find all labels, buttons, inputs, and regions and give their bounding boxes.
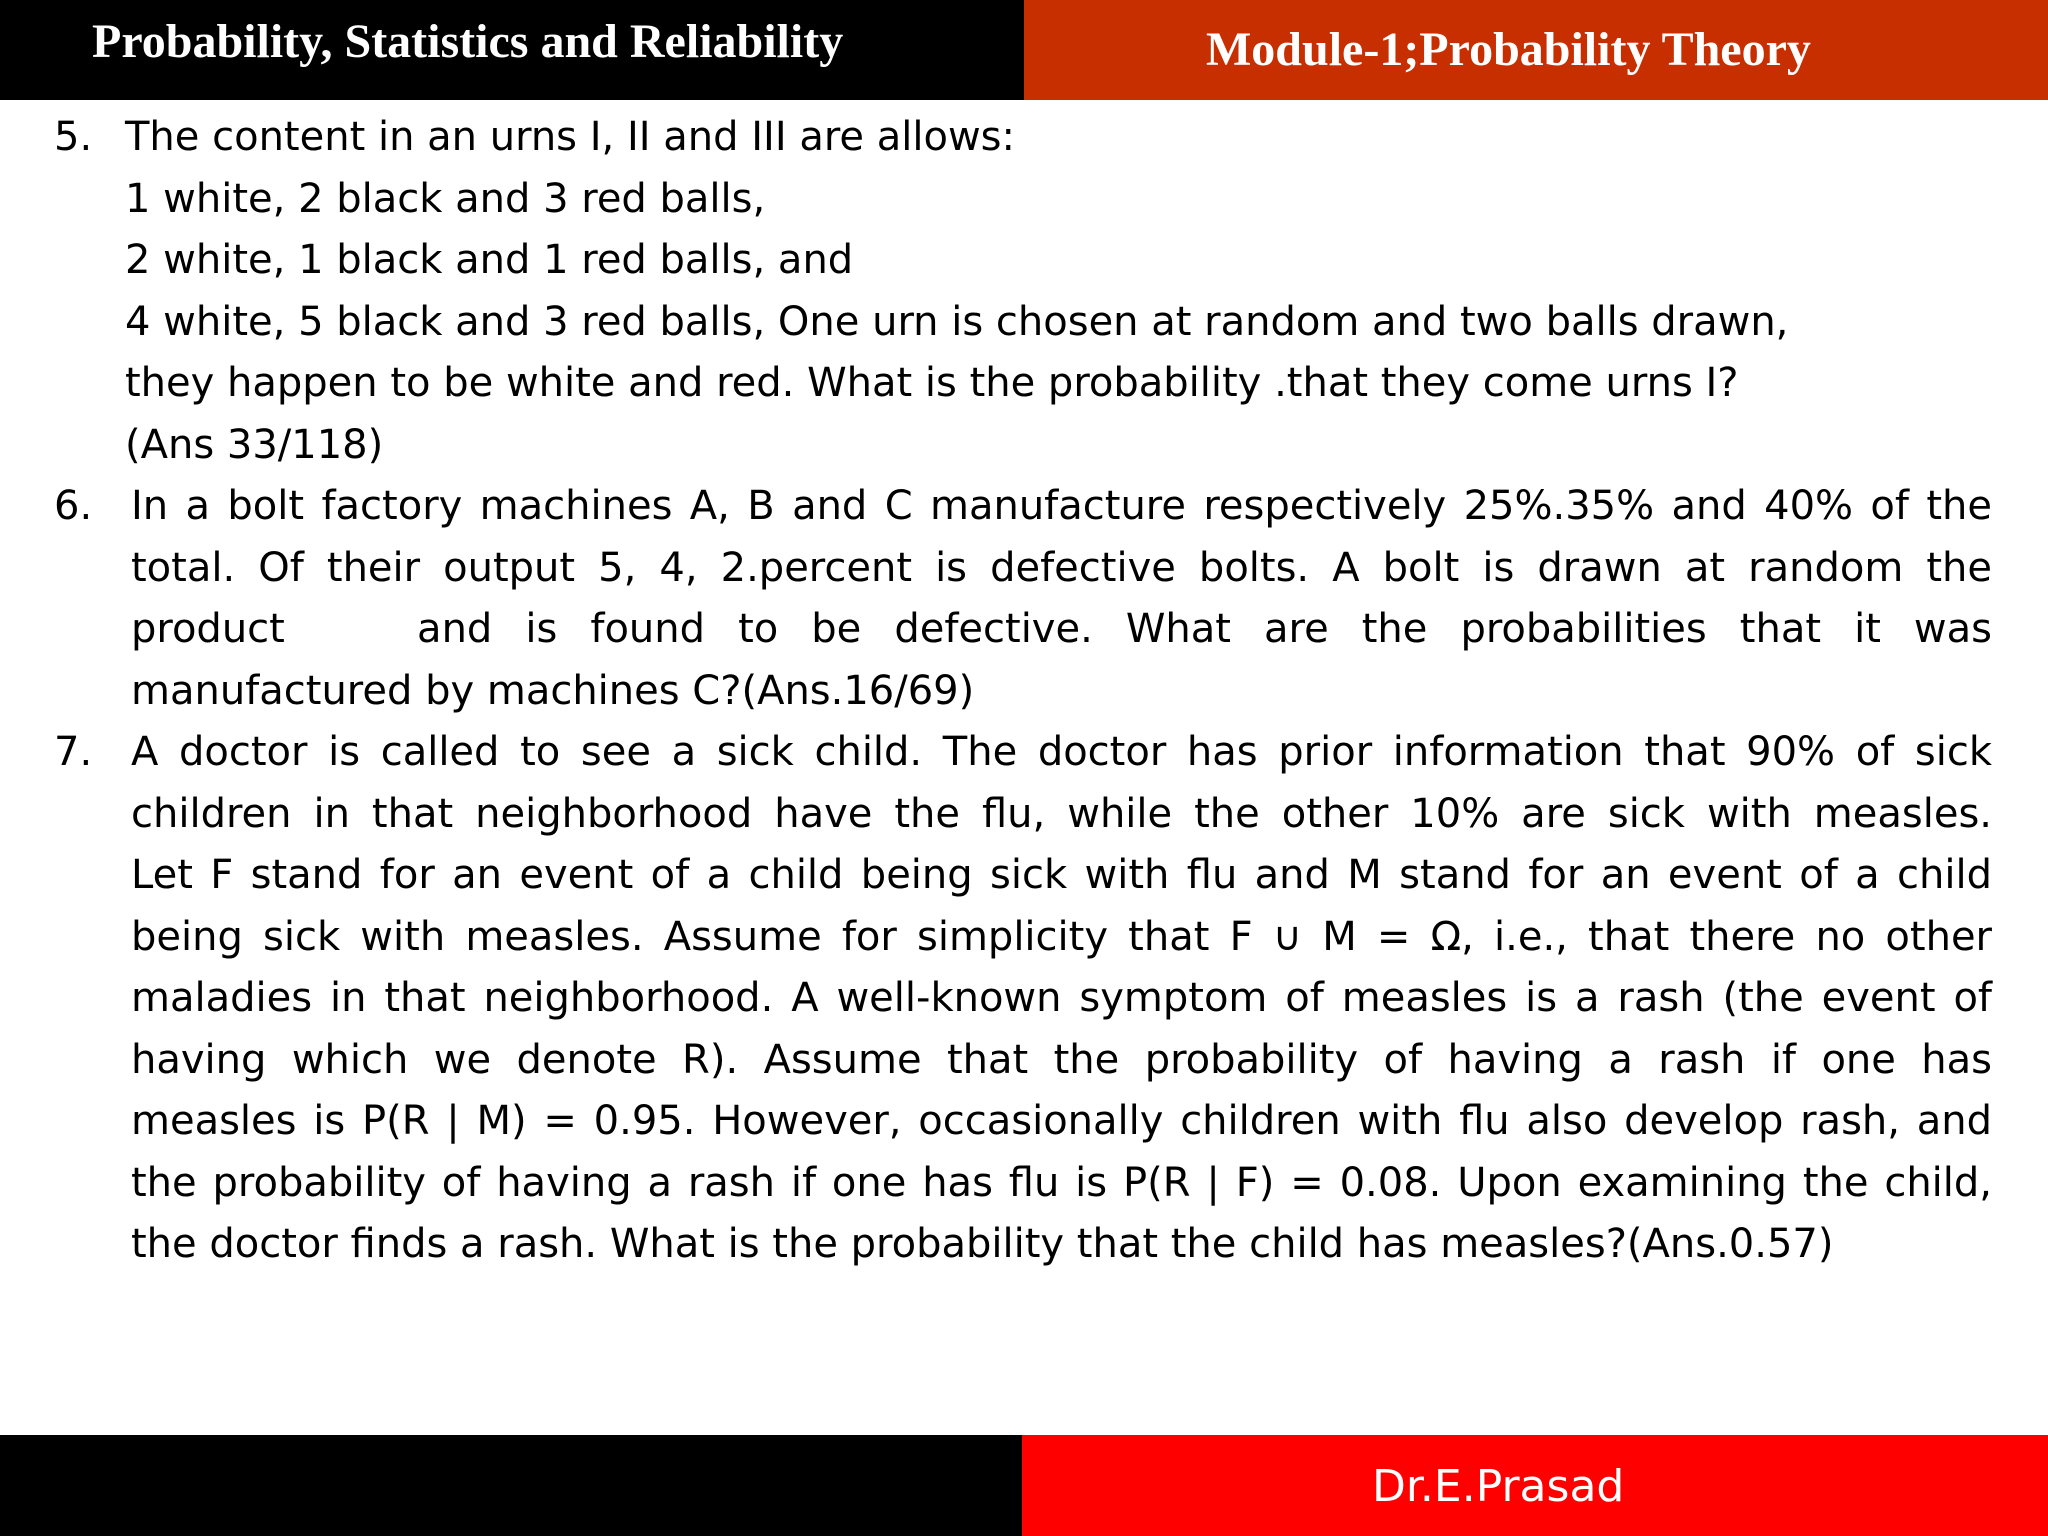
question-line: manufactured by machines C?(Ans.16/69) <box>131 667 975 714</box>
question-line: In a bolt factory machines A, B and C manufacture respectively 25%.35% and 40% of the <box>131 483 1992 529</box>
question-line: Let F stand for an event of a child being sick with flu and M stand for an event of a child <box>131 852 1992 898</box>
answer-line: (Ans 33/118) <box>125 421 384 468</box>
course-title: Probability, Statistics and Reliability <box>92 15 844 68</box>
question-line: 2 white, 1 black and 1 red balls, and <box>125 237 854 283</box>
question-line: having which we denote R). Assume that the probability of having a rash if one has <box>131 1036 1992 1083</box>
module-title: Module-1;Probability Theory <box>1206 23 1811 76</box>
question-line: 1 white, 2 black and 3 red balls, <box>125 175 766 222</box>
question-5 <box>0 107 2048 476</box>
question-number: 7. <box>54 729 93 775</box>
question-number: 6. <box>54 483 93 529</box>
question-line: 4 white, 5 black and 3 red balls, One urn is chosen at random and two balls drawn, <box>125 298 1789 345</box>
question-line: product and is found to be defective. What are the probabilities that it was <box>131 606 1992 652</box>
question-line: being sick with measles. Assume for simplicity that F ∪ M = Ω, i.e., that there no other <box>131 913 1992 960</box>
footer-left-band <box>0 1435 1022 1536</box>
question-line: A doctor is called to see a sick child. The doctor has prior information that 90% of sick <box>131 729 1992 775</box>
author-name: Dr.E.Prasad <box>1372 1461 1625 1512</box>
question-line: measles is P(R | M) = 0.95. However, occasionally children with flu also develop rash, and <box>131 1098 1992 1144</box>
question-line: they happen to be white and red. What is the probability .that they come urns I? <box>125 360 1739 406</box>
question-line: the probability of having a rash if one has flu is P(R | F) = 0.08. Upon examining the child, <box>131 1159 1992 1206</box>
question-line: maladies in that neighborhood. A well-known symptom of measles is a rash (the event of <box>131 975 1992 1021</box>
question-line: The content in an urns I, II and III are allows: <box>125 114 1015 160</box>
question-line: the doctor finds a rash. What is the probability that the child has measles?(Ans.0.57) <box>131 1221 1834 1267</box>
question-line: total. Of their output 5, 4, 2.percent is defective bolts. A bolt is drawn at random the <box>131 544 1992 591</box>
question-list <box>0 107 2048 1276</box>
question-number: 5. <box>54 114 93 160</box>
question-6 <box>0 476 2048 722</box>
question-7 <box>0 722 2048 1276</box>
question-line: children in that neighborhood have the flu, while the other 10% are sick with measles. <box>131 790 1992 837</box>
